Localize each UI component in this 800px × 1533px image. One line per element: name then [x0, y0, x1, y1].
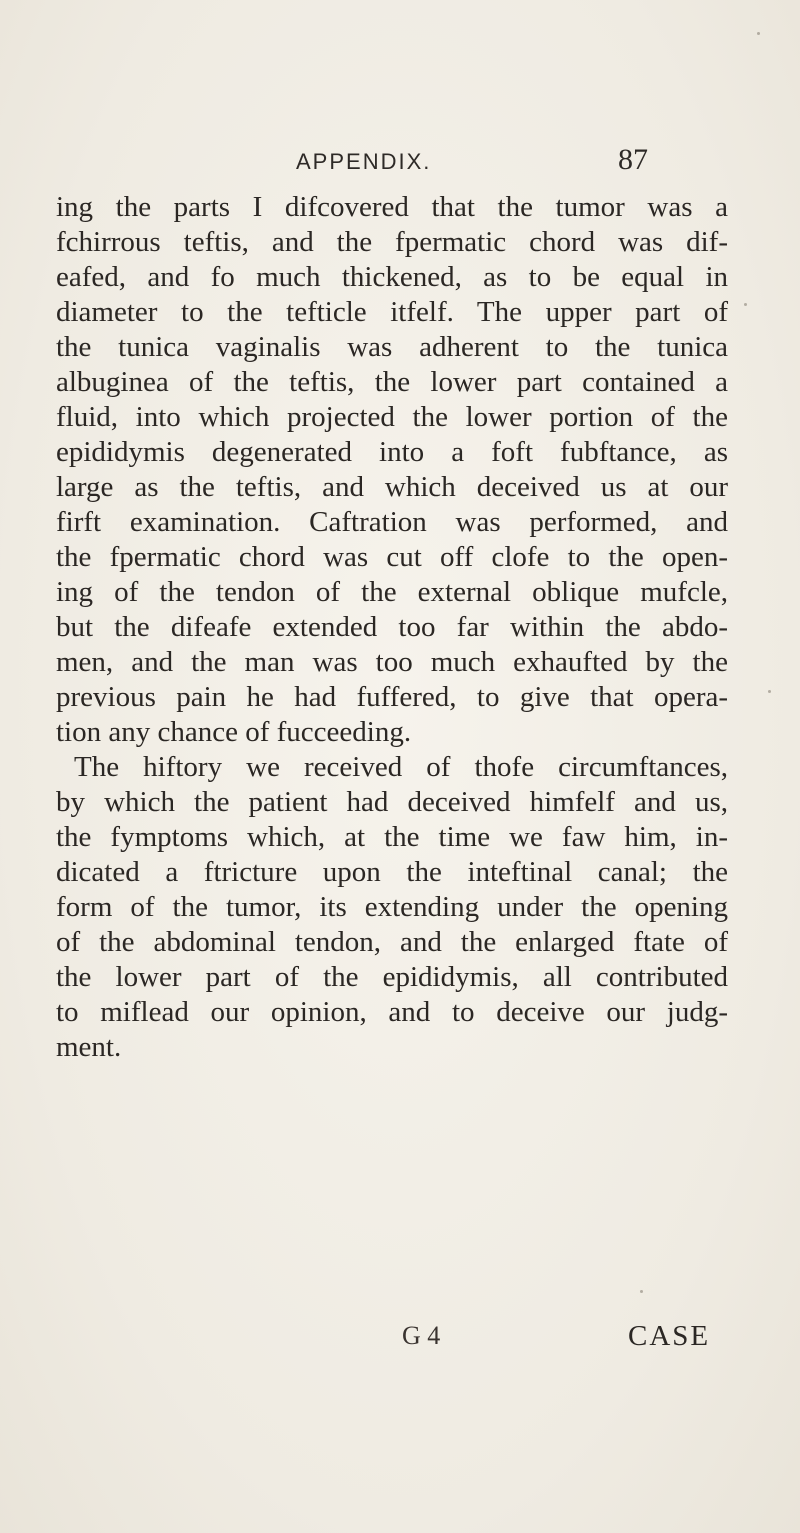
text-line: ing the parts I difcovered that the tumor was a	[56, 191, 728, 223]
text-line: diameter to the tefticle itfelf. The upper part of	[56, 296, 728, 328]
text-line: eafed, and fo much thickened, as to be equal in	[56, 261, 728, 293]
text-line: ment.	[56, 1031, 122, 1063]
paper-speck	[768, 690, 771, 693]
signature-mark: G 4	[402, 1321, 441, 1350]
running-head	[0, 142, 800, 182]
text-line: the fymptoms which, at the time we faw him, in-	[56, 821, 728, 853]
text-line: dicated a ftricture upon the inteftinal canal; the	[56, 856, 728, 888]
page-footer	[0, 1316, 800, 1356]
text-line: men, and the man was too much exhaufted by the	[56, 646, 728, 678]
text-line: fchirrous teftis, and the fpermatic chord was dif-	[56, 226, 728, 258]
text-line: ing of the tendon of the external oblique mufcle,	[56, 576, 728, 608]
running-title: APPENDIX.	[296, 149, 432, 174]
text-line: form of the tumor, its extending under the opening	[56, 891, 728, 923]
body-text	[56, 190, 728, 1065]
paper-speck	[640, 1290, 643, 1293]
paper-speck	[744, 303, 747, 306]
text-line: by which the patient had deceived himfelf and us,	[56, 786, 728, 818]
text-line: fluid, into which projected the lower portion of the	[56, 401, 728, 433]
text-line: tion any chance of fucceeding.	[56, 716, 412, 748]
catchword: CASE	[628, 1320, 711, 1352]
text-line: previous pain he had fuffered, to give that opera-	[56, 681, 728, 713]
text-line: large as the teftis, and which deceived us at our	[56, 471, 728, 503]
text-line: the fpermatic chord was cut off clofe to the open-	[56, 541, 728, 573]
text-line: epididymis degenerated into a foft fubftance, as	[56, 436, 728, 468]
text-line: The hiftory we received of thofe circumftances,	[74, 751, 728, 783]
text-line: of the abdominal tendon, and the enlarged ftate of	[56, 926, 728, 958]
text-line: albuginea of the teftis, the lower part contained a	[56, 366, 728, 398]
text-line: the tunica vaginalis was adherent to the tunica	[56, 331, 728, 363]
page-number: 87	[618, 143, 648, 176]
text-line: the lower part of the epididymis, all contributed	[56, 961, 728, 993]
text-line: but the difeafe extended too far within the abdo-	[56, 611, 728, 643]
text-line: to miflead our opinion, and to deceive our judg-	[56, 996, 728, 1028]
text-line: firft examination. Caftration was performed, and	[56, 506, 728, 538]
paper-speck	[757, 32, 760, 35]
